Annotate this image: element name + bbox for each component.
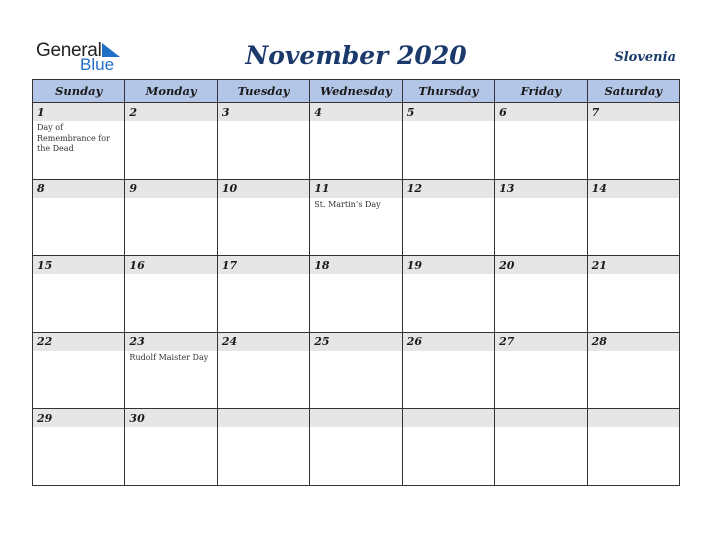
day-number-band — [403, 256, 494, 274]
weekday-header-wednesday: Wednesday — [310, 80, 402, 103]
day-number-band — [310, 256, 401, 274]
day-number: 20 — [499, 258, 515, 272]
day-number-band — [495, 103, 586, 121]
calendar-day-cell — [403, 333, 495, 410]
day-number-band — [588, 256, 679, 274]
calendar-day-cell — [310, 333, 402, 410]
day-number: 19 — [406, 258, 423, 272]
calendar-day-cell — [588, 409, 680, 486]
calendar-day-cell — [218, 333, 310, 410]
day-number-band — [310, 409, 401, 427]
holiday-label: Rudolf Maister Day — [129, 352, 209, 362]
day-number-band — [403, 333, 494, 351]
day-number: 26 — [406, 335, 423, 349]
day-number: 22 — [37, 335, 53, 349]
day-number-band — [125, 333, 216, 351]
calendar-day-cell — [125, 333, 217, 410]
calendar-day-cell — [495, 333, 587, 410]
day-number: 30 — [129, 411, 145, 425]
day-number-band — [588, 409, 679, 427]
calendar-day-cell — [403, 103, 495, 180]
day-number-band — [403, 180, 494, 198]
day-number-band — [495, 180, 586, 198]
weekday-header-friday: Friday — [495, 80, 587, 103]
day-number-band — [218, 333, 309, 351]
day-number-band — [33, 180, 124, 198]
weekday-header-sunday: Sunday — [33, 80, 125, 103]
calendar-day-cell — [125, 103, 217, 180]
day-number: 9 — [129, 182, 138, 196]
calendar-day-cell — [218, 180, 310, 257]
weekday-header-tuesday: Tuesday — [218, 80, 310, 103]
day-number-band — [588, 103, 679, 121]
day-number: 8 — [37, 182, 45, 196]
day-number-band — [218, 180, 309, 198]
day-number: 18 — [314, 258, 330, 272]
day-number: 1 — [37, 105, 45, 119]
calendar-day-cell — [495, 180, 587, 257]
day-number: 7 — [591, 105, 600, 119]
calendar-day-cell — [310, 256, 402, 333]
calendar-day-cell — [33, 103, 125, 180]
calendar-day-cell — [218, 256, 310, 333]
day-number-band — [125, 256, 216, 274]
day-number: 23 — [129, 335, 145, 349]
calendar-day-cell — [33, 333, 125, 410]
day-number: 25 — [314, 335, 330, 349]
day-number: 12 — [406, 182, 423, 196]
day-number: 4 — [314, 105, 322, 119]
calendar-day-cell — [125, 409, 217, 486]
calendar-day-cell — [218, 409, 310, 486]
day-number-band — [495, 409, 586, 427]
calendar-day-cell — [125, 180, 217, 257]
day-number-band — [33, 333, 124, 351]
page-title: November 2020 — [245, 41, 467, 70]
day-number-band — [218, 103, 309, 121]
day-number-band — [403, 103, 494, 121]
calendar-day-cell — [310, 180, 402, 257]
day-number: 13 — [499, 182, 515, 196]
day-number-band — [310, 103, 401, 121]
day-number: 16 — [129, 258, 145, 272]
calendar-day-cell — [310, 103, 402, 180]
day-number-band — [310, 180, 401, 198]
calendar-day-cell — [495, 103, 587, 180]
calendar-day-cell — [403, 409, 495, 486]
holiday-label: Day of Remembrance for the Dead — [37, 123, 110, 153]
country-label: Slovenia — [614, 50, 676, 65]
day-number: 11 — [314, 182, 330, 196]
day-number: 17 — [221, 258, 238, 272]
calendar-day-cell — [33, 180, 125, 257]
day-number-band — [218, 409, 309, 427]
weekday-header-saturday: Saturday — [588, 80, 680, 103]
day-number: 5 — [406, 105, 415, 119]
calendar-day-cell — [495, 409, 587, 486]
day-number-band — [218, 256, 309, 274]
day-number: 27 — [499, 335, 515, 349]
day-number-band — [125, 180, 216, 198]
day-number-band — [33, 103, 124, 121]
day-number-band — [125, 409, 216, 427]
day-number: 6 — [499, 105, 507, 119]
calendar-day-cell — [588, 103, 680, 180]
day-number: 3 — [221, 105, 230, 119]
day-number: 10 — [221, 182, 238, 196]
calendar-day-cell — [310, 409, 402, 486]
calendar-day-cell — [588, 256, 680, 333]
day-number-band — [125, 103, 216, 121]
day-number-band — [403, 409, 494, 427]
logo-text-general: General — [36, 40, 102, 61]
day-number: 21 — [591, 258, 607, 272]
calendar-day-cell — [403, 256, 495, 333]
day-number: 29 — [37, 411, 53, 425]
day-number-band — [310, 333, 401, 351]
day-number-band — [495, 256, 586, 274]
day-number-band — [588, 333, 679, 351]
calendar-grid — [32, 79, 680, 486]
logo-text-blue: Blue — [80, 55, 115, 74]
calendar-day-cell — [218, 103, 310, 180]
calendar-day-cell — [588, 333, 680, 410]
weekday-header-monday: Monday — [125, 80, 217, 103]
day-number-band — [588, 180, 679, 198]
day-number: 28 — [591, 335, 607, 349]
day-number-band — [495, 333, 586, 351]
calendar-day-cell — [495, 256, 587, 333]
day-number: 15 — [37, 258, 53, 272]
calendar-day-cell — [33, 409, 125, 486]
day-number-band — [33, 409, 124, 427]
day-number: 2 — [129, 105, 138, 119]
day-number: 24 — [221, 335, 238, 349]
calendar-day-cell — [33, 256, 125, 333]
day-number: 14 — [591, 182, 607, 196]
weekday-header-thursday: Thursday — [403, 80, 495, 103]
calendar-day-cell — [588, 180, 680, 257]
calendar-day-cell — [403, 180, 495, 257]
day-number-band — [33, 256, 124, 274]
calendar-day-cell — [125, 256, 217, 333]
holiday-label: St. Martin’s Day — [314, 199, 381, 209]
